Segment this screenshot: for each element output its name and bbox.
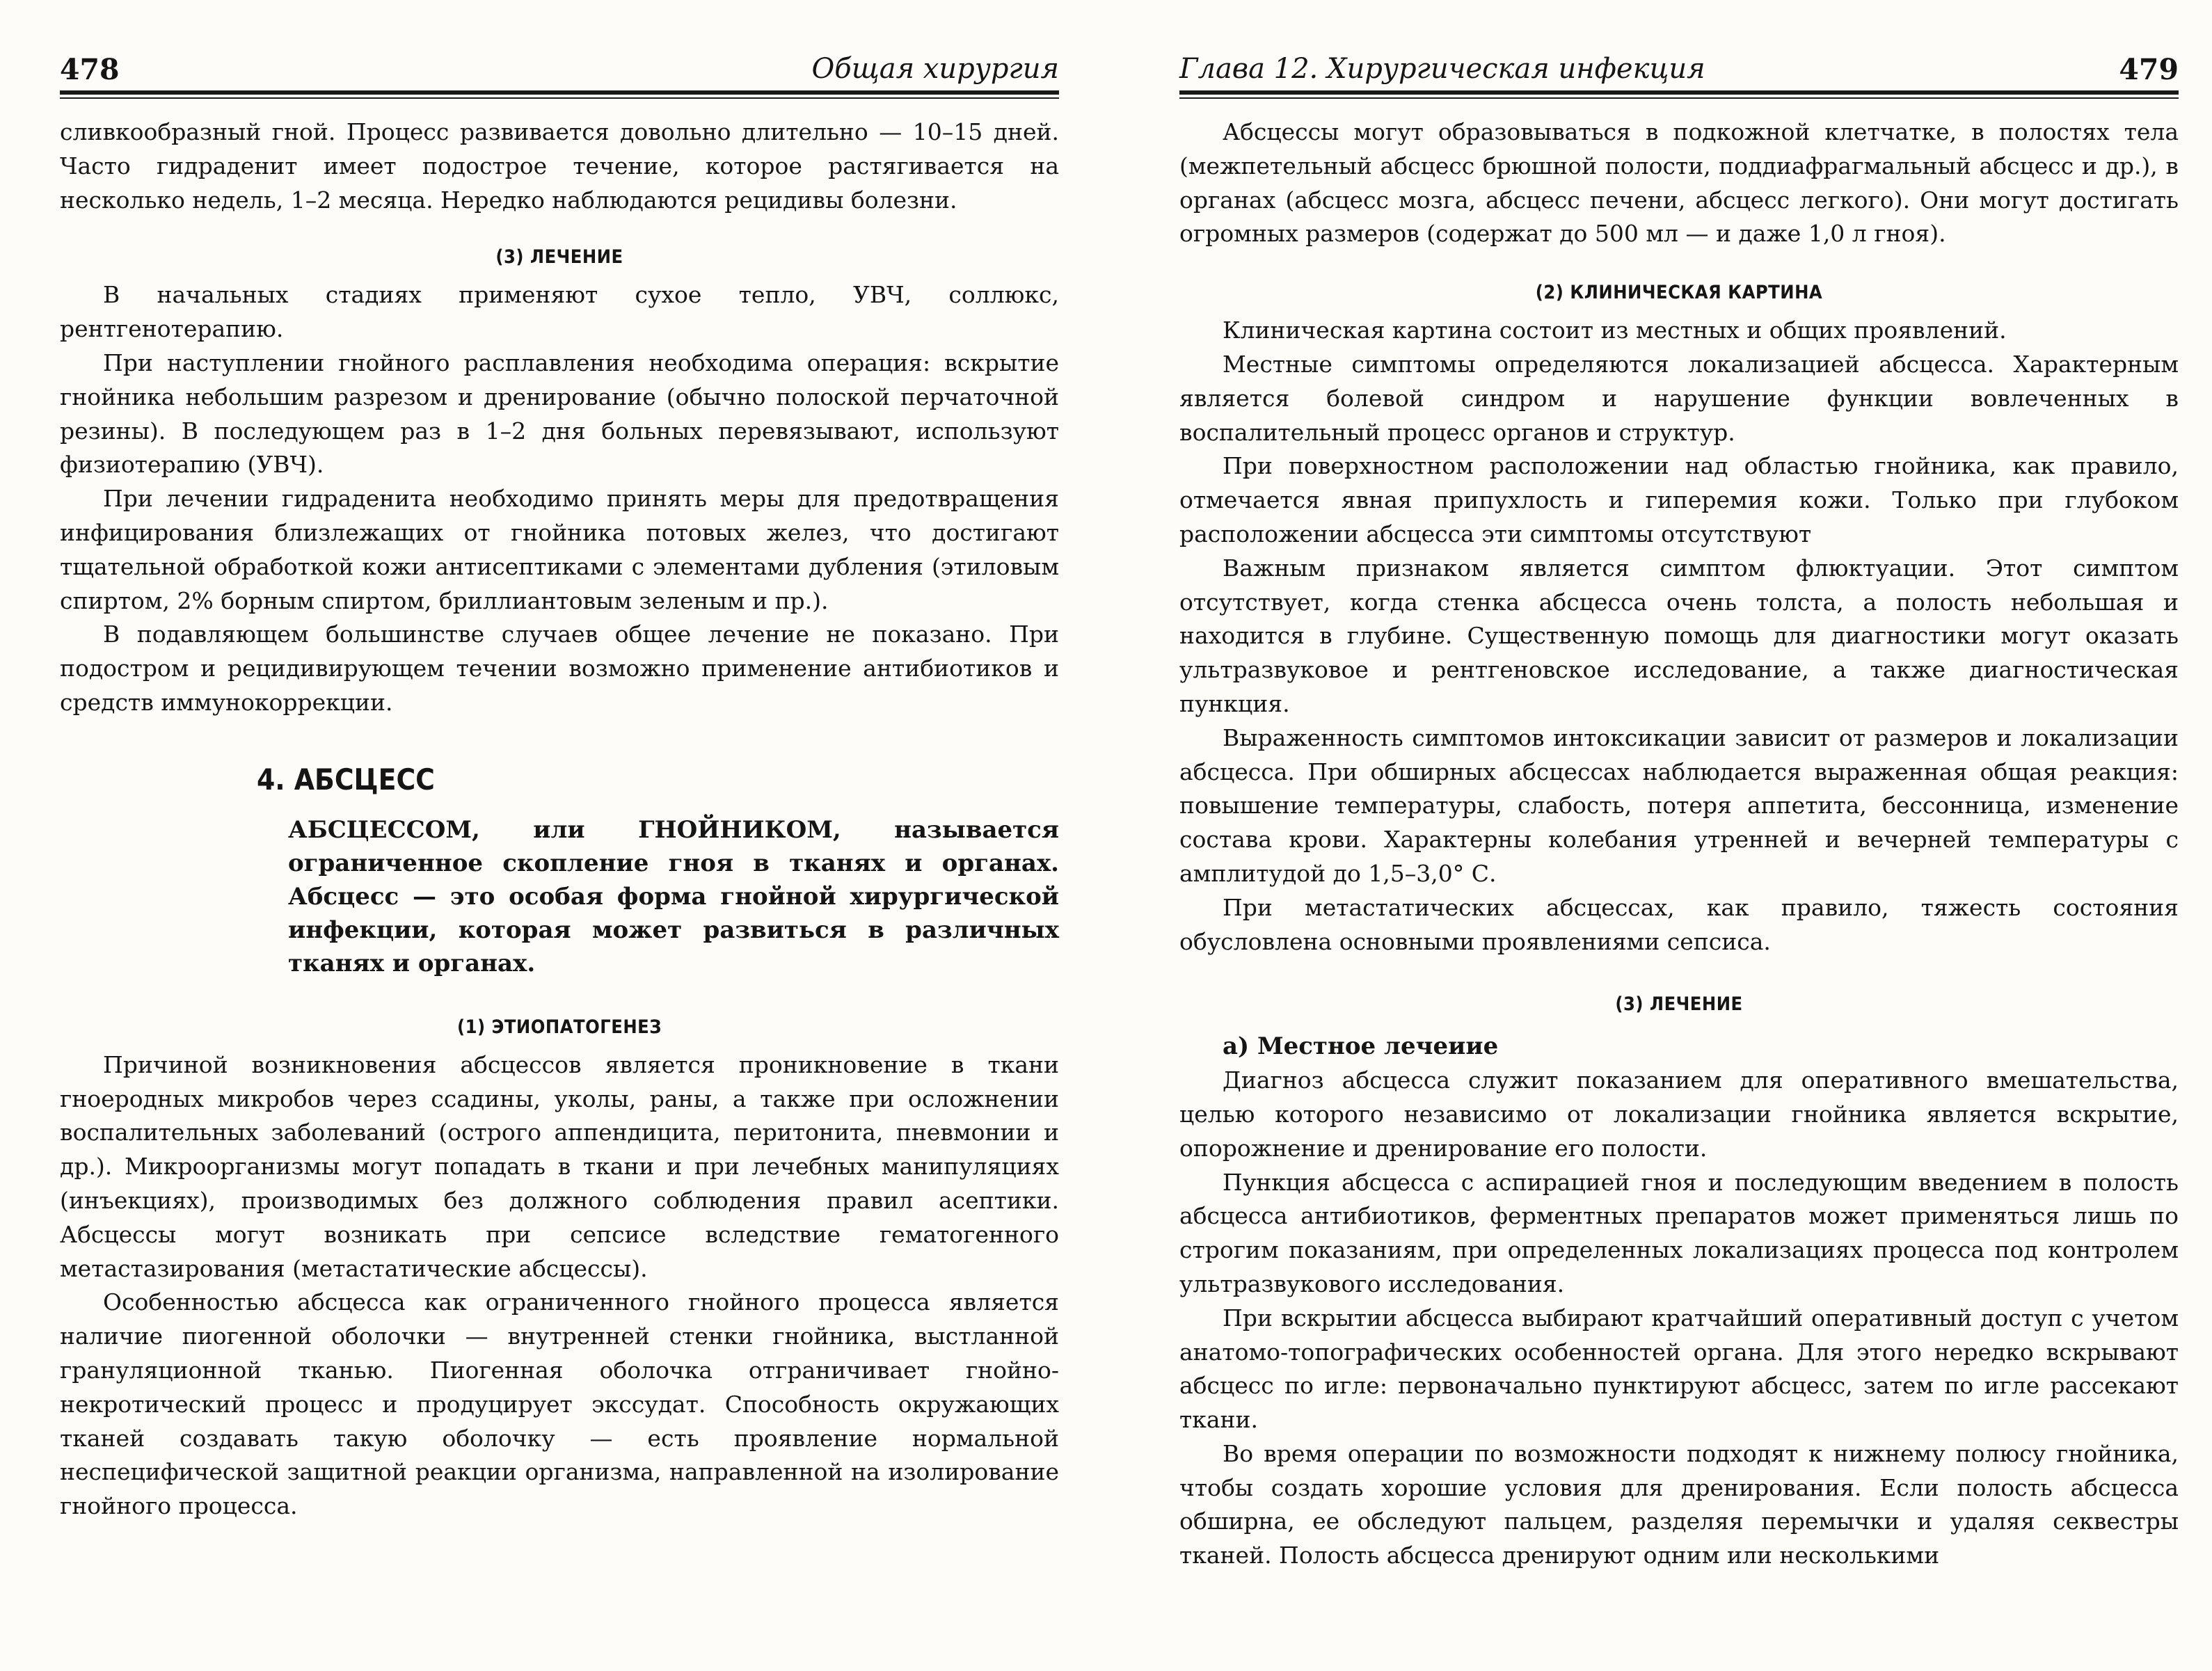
paragraph: При поверхностном расположении над областью гнойника, как правило, отмечается явная припухлость и гиперемия кожи. Только при глубоком расположении абсцесса эти симптомы отсутствуют bbox=[1179, 452, 2179, 547]
running-head-left bbox=[60, 42, 1059, 90]
paragraph: Во время операции по возможности подходят к нижнему полюсу гнойника, чтобы создать хорошие условия для дренирования. Если полость абсцесса обширна, ее обследуют пальцем, разделяя перемычки и удаляя секвестры тканей. Полость абсцесса дренируют одним или несколькими bbox=[1179, 1439, 2179, 1569]
paragraph: В начальных стадиях применяют сухое тепло, УВЧ, соллюкс, рентгенотерапию. bbox=[60, 281, 1059, 343]
paragraph: Выраженность симптомов интоксикации зависит от размеров и локализации абсцесса. При обширных абсцессах наблюдается выраженная общая реакция: повышение температуры, слабость, потеря аппетита, бессонница, изменение состава крови. Характерны колебания утренней и вечерней температуры с амплитудой до 1,5–3,0° С. bbox=[1179, 723, 2179, 887]
paragraph: Причиной возникновения абсцессов является проникновение в ткани гноеродных микробов через ссадины, уколы, раны, а также при осложнении воспалительных заболеваний (острого аппендицита, перитонита, пневмонии и др.). Микроорганизмы могут попадать в ткани и при лечебных манипуляциях (инъекциях), производимых без должного соблюдения правил асептики. Абсцессы могут возникать при сепсисе вследствие гематогенного метастазирования (метастатические абсцессы). bbox=[60, 1050, 1059, 1282]
header-rule-thick bbox=[60, 90, 1059, 95]
run-in-heading: а) Местное лечеиие bbox=[1223, 1032, 1499, 1061]
paragraph: Важным признаком является симптом флюктуации. Этот симптом отсутствует, когда стенка абсцесса очень толста, а полость небольшая и находится в глубине. Существенную помощь для диагностики могут оказать ультразвуковое и рентгеновское исследование, а также диагностическая пункция. bbox=[1179, 554, 2179, 717]
paragraph: Пункция абсцесса с аспирацией гноя и последующим введением в полость абсцесса антибиотиков, ферментных препаратов может применяться лишь по строгим показаниям, при определенных локализациях процесса под контролем ультразвукового исследования. bbox=[1179, 1168, 2179, 1297]
header-rule-thin bbox=[60, 97, 1059, 99]
running-title-left: Общая хирургия bbox=[811, 53, 1059, 85]
definition-block: АБСЦЕССОМ, или ГНОЙНИКОМ, называется ограниченное скопление гноя в тканях и органах. Абсцесс — это особая форма гнойной хирургической инфекции, которая может развиться в различных тканях и органах. bbox=[288, 815, 1059, 977]
subheading-etiopathogenesis: (1) ЭТИОПАТОГЕНЕЗ bbox=[456, 1016, 662, 1038]
paragraph: Абсцессы могут образовываться в подкожной клетчатке, в полостях тела (межпетельный абсцесс брюшной полости, поддиафрагмальный абсцесс и др.), в органах (абсцесс мозга, абсцесс печени, абсцесс легкого). Они могут достигать огромных размеров (содержат до 500 мл — и даже 1,0 л гноя). bbox=[1179, 118, 2179, 248]
paragraph: Местные симптомы определяются локализацией абсцесса. Характерным является болевой синдром и нарушение функции вовлеченных в воспалительный процесс органов и структур. bbox=[1179, 350, 2179, 446]
paragraph: Диагноз абсцесса служит показанием для оперативного вмешательства, целью которого независимо от локализации гнойника является вскрытие, опорожнение и дренирование его полости. bbox=[1179, 1066, 2179, 1162]
subheading-treatment: (3) ЛЕЧЕНИЕ bbox=[495, 246, 623, 269]
paragraph: При метастатических абсцессах, как правило, тяжесть состояния обусловлена основными проявлениями сепсиса. bbox=[1179, 893, 2179, 955]
paragraph: В подавляющем большинстве случаев общее лечение не показано. При подостром и рецидивирующем течении возможно применение антибиотиков и средств иммунокоррекции. bbox=[60, 621, 1059, 716]
header-rule-thin bbox=[1179, 97, 2179, 99]
left-page bbox=[60, 42, 1059, 1524]
header-rule-thick bbox=[1179, 90, 2179, 95]
right-page bbox=[1179, 42, 2179, 1573]
paragraph: сливкообразный гной. Процесс развивается довольно длительно — 10–15 дней. Часто гидраденит имеет подострое течение, которое растягивается на несколько недель, 1–2 месяца. Нередко наблюдаются рецидивы болезни. bbox=[60, 118, 1059, 214]
page-number-right: 479 bbox=[2119, 53, 2179, 86]
running-head-right bbox=[1179, 42, 2179, 90]
paragraph: При наступлении гнойного расплавления необходима операция: вскрытие гнойника небольшим разрезом и дренирование (обычно полоской перчаточной резины). В последующем раз в 1–2 дня больных перевязывают, используют физиотерапию (УВЧ). bbox=[60, 349, 1059, 479]
paragraph: Клиническая картина состоит из местных и общих проявлений. bbox=[1223, 317, 2007, 344]
paragraph: При вскрытии абсцесса выбирают кратчайший оперативный доступ с учетом анатомо-топографических особенностей органа. Для этого нередко вскрывают абсцесс по игле: первоначально пунктируют абсцесс, затем по игле рассекают ткани. bbox=[1179, 1304, 2179, 1434]
left-body bbox=[60, 115, 1059, 1524]
paragraph: Особенностью абсцесса как ограниченного гнойного процесса является наличие пиогенной оболочки — внутренней стенки гнойника, выстланной грануляционной тканью. Пиогенная оболочка отграничивает гнойно-некротический процесс и продуцирует экссудат. Способность окружающих тканей создавать такую оболочку — есть проявление нормальной неспецифической защитной реакции организма, направленной на изолирование гнойного процесса. bbox=[60, 1288, 1059, 1520]
right-body bbox=[1179, 115, 2179, 1573]
subheading-treatment: (3) ЛЕЧЕНИЕ bbox=[1615, 993, 1743, 1016]
subheading-clinical-picture: (2) КЛИНИЧЕСКАЯ КАРТИНА bbox=[1535, 282, 1823, 304]
section-title: 4. АБСЦЕСС bbox=[257, 762, 435, 797]
paragraph: При лечении гидраденита необходимо принять меры для предотвращения инфицирования близлежащих от гнойника потовых желез, что достигают тщательной обработкой кожи антисептиками с элементами дубления (этиловым спиртом, 2% борным спиртом, бриллиантовым зеленым и пр.). bbox=[60, 485, 1059, 614]
page-number-left: 478 bbox=[60, 53, 120, 86]
running-title-right: Глава 12. Хирургическая инфекция bbox=[1179, 53, 1705, 85]
